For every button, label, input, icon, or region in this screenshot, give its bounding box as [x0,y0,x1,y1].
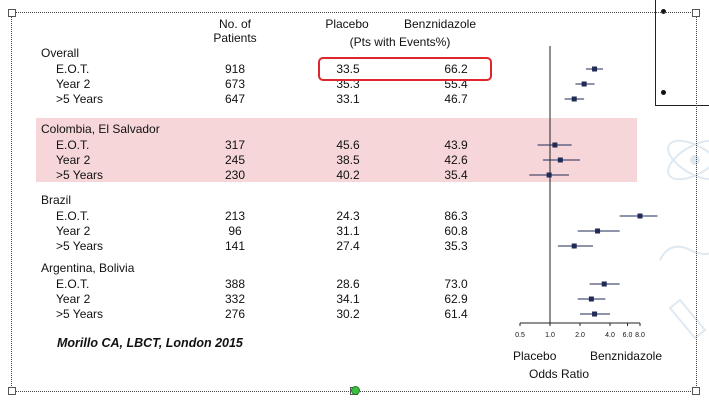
row-patients: 918 [224,62,246,76]
row-placebo: 40.2 [336,168,360,182]
row-patients: 276 [224,307,246,321]
row-placebo: 24.3 [336,209,360,223]
row-label: Year 2 [56,153,91,167]
row-label: >5 Years [56,239,104,253]
row-patients: 332 [224,292,246,306]
row-label: Year 2 [56,292,91,306]
row-benznidazole: 46.7 [444,92,468,106]
header-pts-with-events: (Pts with Events%) [349,35,451,49]
x-tick-label: 8.0 [635,332,645,339]
group-label: Brazil [41,193,72,207]
resize-handle-top-left[interactable] [8,9,16,17]
row-placebo: 38.5 [336,153,360,167]
row-label: Year 2 [56,224,91,238]
row-label: E.O.T. [56,62,90,76]
x-tick-label: 6.0 [622,332,633,339]
row-placebo: 31.1 [336,224,360,238]
row-benznidazole: 86.3 [444,209,468,223]
row-label: >5 Years [56,307,104,321]
row-patients: 141 [224,239,246,253]
x-tick-label: 2.0 [575,332,585,339]
resize-handle-bottom-right[interactable] [692,387,700,395]
resize-handle-top-right[interactable] [692,9,700,17]
row-placebo: 33.1 [336,92,360,106]
odds-ratio-axis-title: Odds Ratio [528,367,590,381]
row-benznidazole: 60.8 [444,224,468,238]
row-patients: 388 [224,277,246,291]
header-benznidazole: Benznidazole [403,17,477,31]
row-placebo: 28.6 [336,277,360,291]
row-patients: 96 [228,224,242,238]
row-label: E.O.T. [56,277,90,291]
row-benznidazole: 62.9 [444,292,468,306]
row-benznidazole: 61.4 [444,307,468,321]
selection-border[interactable] [11,12,697,392]
row-benznidazole: 43.9 [444,138,468,152]
rotation-handle[interactable] [351,386,360,395]
row-label: Year 2 [56,77,91,91]
row-patients: 317 [224,138,246,152]
x-tick-label: 4.0 [605,332,615,339]
row-label: >5 Years [56,92,104,106]
x-tick-label: 0.5 [515,332,525,339]
row-benznidazole: 66.2 [444,62,468,76]
citation-text: Morillo CA, LBCT, London 2015 [57,336,243,350]
x-tick-label: 1.0 [545,332,555,339]
row-label: E.O.T. [56,209,90,223]
row-patients: 245 [224,153,246,167]
header-placebo: Placebo [325,17,369,31]
row-placebo: 30.2 [336,307,360,321]
row-placebo: 45.6 [336,138,360,152]
group-label: Colombia, El Salvador [41,122,160,136]
row-patients: 230 [224,168,246,182]
row-patients: 673 [224,77,246,91]
row-benznidazole: 35.3 [444,239,468,253]
row-label: E.O.T. [56,138,90,152]
row-placebo: 35.3 [336,77,360,91]
resize-handle-bottom-left[interactable] [8,387,16,395]
benznidazole-side-label: Benznidazole [589,349,662,363]
row-benznidazole: 73.0 [444,277,468,291]
group-label: Overall [41,46,80,60]
group-label: Argentina, Bolivia [41,261,135,275]
header-patients: No. of Patients [213,17,257,45]
row-benznidazole: 55.4 [444,77,468,91]
row-patients: 213 [224,209,246,223]
row-benznidazole: 42.6 [444,153,468,167]
row-placebo: 27.4 [336,239,360,253]
placebo-side-label: Placebo [513,349,557,363]
row-label: >5 Years [56,168,104,182]
row-benznidazole: 35.4 [444,168,468,182]
row-patients: 647 [224,92,246,106]
row-placebo: 33.5 [336,62,360,76]
row-placebo: 34.1 [336,292,360,306]
